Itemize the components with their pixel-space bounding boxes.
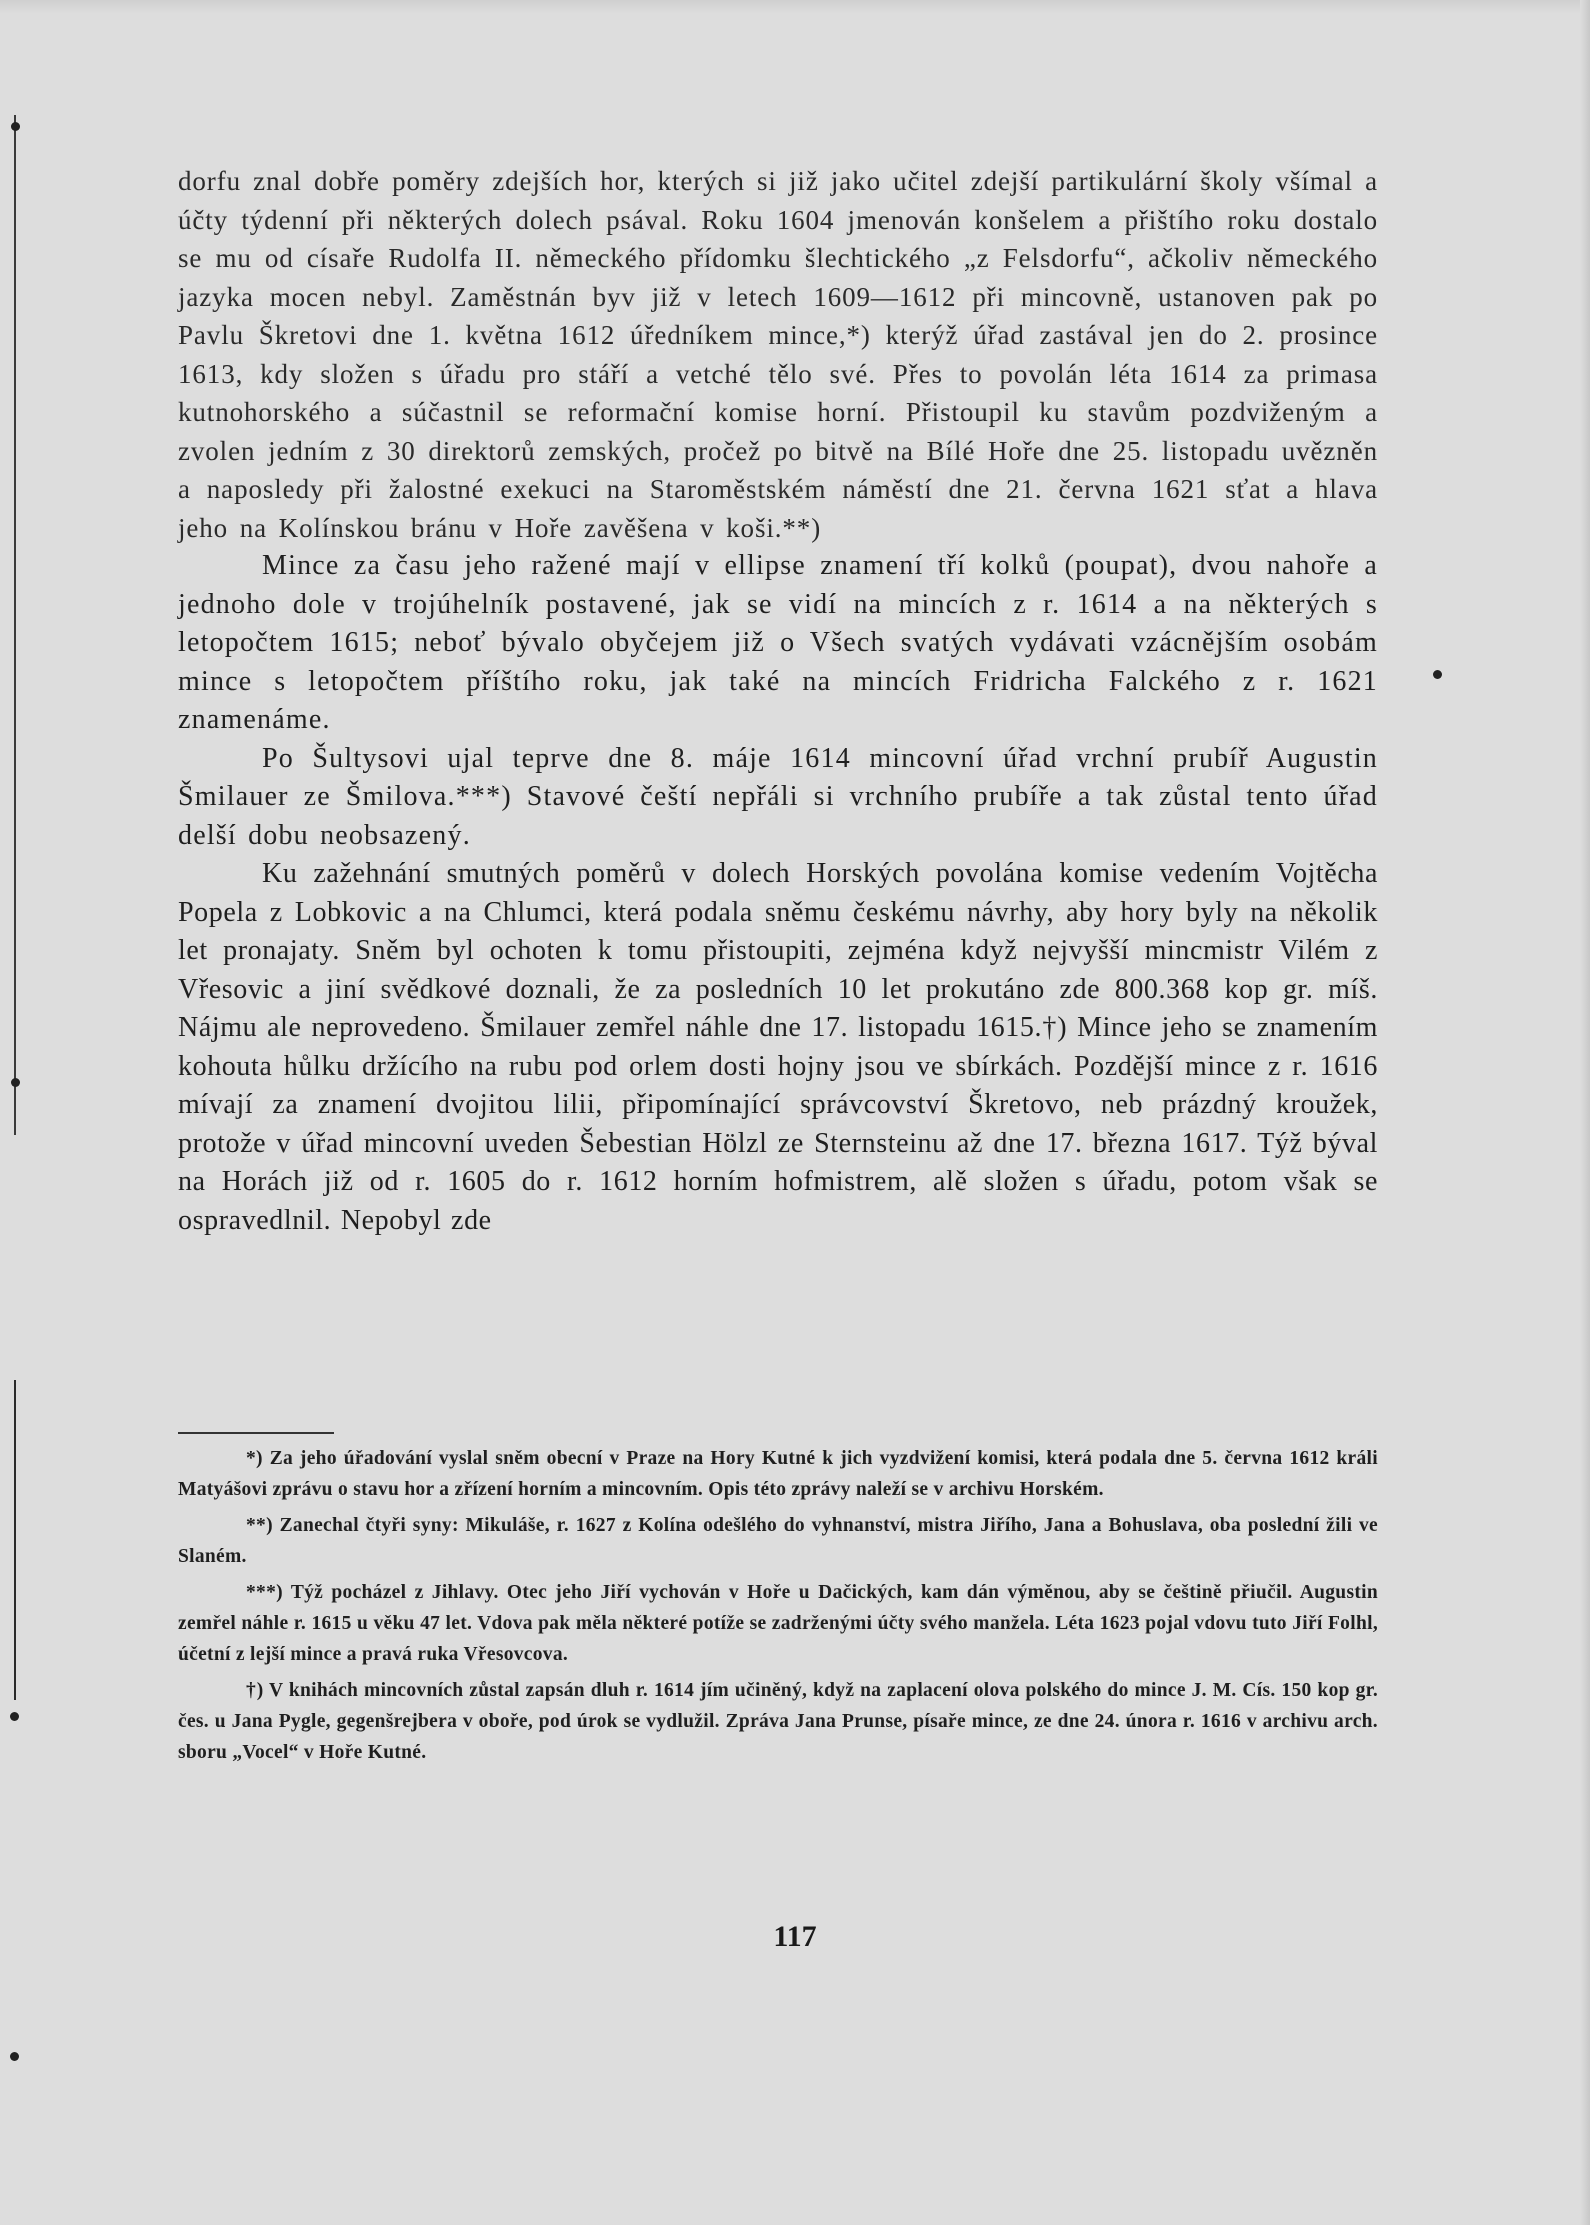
margin-speck — [11, 1078, 20, 1087]
paragraph-commission: Ku zažehnání smutných poměrů v dolech Horských povolána komise vedením Vojtěcha Popela z Lobkovic a na Chlumci, která podala sněmu českému návrhy, aby hory byly na několik let pronajaty. Sněm byl ochoten k tomu přistoupiti, zejména když nejvyšší mincmistr Vilém z Vřesovic a jiní svědkové doznali, že za posledních 10 let prokutáno zde 800.368 kop gr. míš. Nájmu ale neprovedeno. Šmilauer zemřel náhle dne 17. listopadu 1615.†) Mince jeho se znamením kohouta hůlku držícího na rubu pod orlem dosti hojny jsou ve sbírkách. Pozdější mince z r. 1616 mívají za znamení dvojitou lilii, připomínající správcovství Škretovo, neb prázdný kroužek, protože v úřad mincovní uveden Šebestian Hölzl ze Sternsteinu až dne 17. března 1617. Týž býval na Horách již od r. 1605 do r. 1612 horním hofmistrem, alě složen s úřadu, potom však se ospravedlnil. Nepobyl zde — [178, 858, 1378, 1236]
binding-margin-line — [14, 115, 16, 1135]
footnote-separator — [178, 1432, 334, 1434]
page-number: 117 — [773, 1920, 817, 1953]
footnotes — [178, 1443, 1378, 1773]
page-right-edge-shadow — [1580, 0, 1590, 2225]
margin-speck — [10, 1712, 19, 1721]
margin-speck — [10, 2052, 19, 2061]
margin-speck — [11, 122, 20, 131]
footnote-3: ***) Týž pocházel z Jihlavy. Otec jeho Jiří vychován v Hoře u Dačických, kam dán výměnou, aby se češtině přiučil. Augustin zemřel náhle r. 1615 u věku 47 let. Vdova pak měla některé potíže se zadrženými účty svého manžela. Léta 1623 pojal vdovu tuto Jiří Folhl, účetní z lejší mince a pravá ruka Vřesovcova. — [178, 1582, 1378, 1665]
footnote-4: †) V knihách mincovních zůstal zapsán dluh r. 1614 jím učiněný, když na zaplacení olova polského do mince J. M. Cís. 150 kop gr. čes. u Jana Pygle, gegenšrejbera v oboře, pod úrok se vydlužil. Zpráva Jana Prunse, písaře mince, ze dne 24. února r. 1616 v archivu arch. sboru „Vocel“ v Hoře Kutné. — [178, 1680, 1378, 1763]
paragraph-smilauer: Po Šultysovi ujal teprve dne 8. máje 1614 mincovní úřad vrchní prubíř Augustin Šmilauer ze Šmilova.***) Stavové čeští nepřáli si vrchního prubíře a tak zůstal tento úřad delší dobu neobsazený. — [178, 742, 1378, 851]
paragraph-continuation: dorfu znal dobře poměry zdejších hor, kterých si již jako učitel zdejší partikulární školy všímal a účty týdenní při některých dolech psával. Roku 1604 jmenován konšelem a přištího roku dostalo se mu od císaře Rudolfa II. německého přídomku šlechtického „z Felsdorfu“, ačkoliv německého jazyka mocen nebyl. Zaměstnán byv již v letech 1609—1612 při mincovně, ustanoven pak po Pavlu Škretovi dne 1. května 1612 úředníkem mince,*) kterýž úřad zastával jen do 2. prosince 1613, kdy složen s úřadu pro stáří a vetché tělo své. Přes to povolán léta 1614 za primasa kutnohorského a súčastnil se reformační komise horní. Přistoupil ku stavům pozdviženým a zvolen jedním z 30 direktorů zemských, pročež po bitvě na Bílé Hoře dne 25. listopadu uvězněn a naposledy při žalostné exekuci na Staroměstském náměstí dne 21. června 1621 sťat a hlava jeho na Kolínskou bránu v Hoře zavěšena v koši.**) — [178, 166, 1378, 543]
footnote-1: *) Za jeho úřadování vyslal sněm obecní v Praze na Hory Kutné k jich vyzdvižení komisi, která podala dne 5. června 1612 králi Matyášovi zprávu o stavu hor a zřízení horním a mincovním. Opis této zprávy naleží se v archivu Horském. — [178, 1448, 1378, 1500]
margin-speck — [1433, 670, 1442, 679]
binding-margin-line-lower — [14, 1380, 16, 1700]
page-top-edge-shadow — [0, 0, 1590, 14]
main-text — [178, 162, 1378, 1240]
paragraph-coins-marks: Mince za času jeho ražené mají v ellipse znamení tří kolků (poupat), dvou nahoře a jednoho dole v trojúhelník postavené, jak se vidí na mincích z r. 1614 a na některých s letopočtem 1615; neboť bývalo obyčejem již o Všech svatých vydávati vzácnějším osobám mince s letopočtem příštího roku, jak také na mincích Fridricha Falckého z r. 1621 znamenáme. — [178, 550, 1378, 735]
footnote-2: **) Zanechal čtyři syny: Mikuláše, r. 1627 z Kolína odešlého do vyhnanství, mistra Jiřího, Jana a Bohuslava, oba poslední žili ve Slaném. — [178, 1515, 1378, 1567]
